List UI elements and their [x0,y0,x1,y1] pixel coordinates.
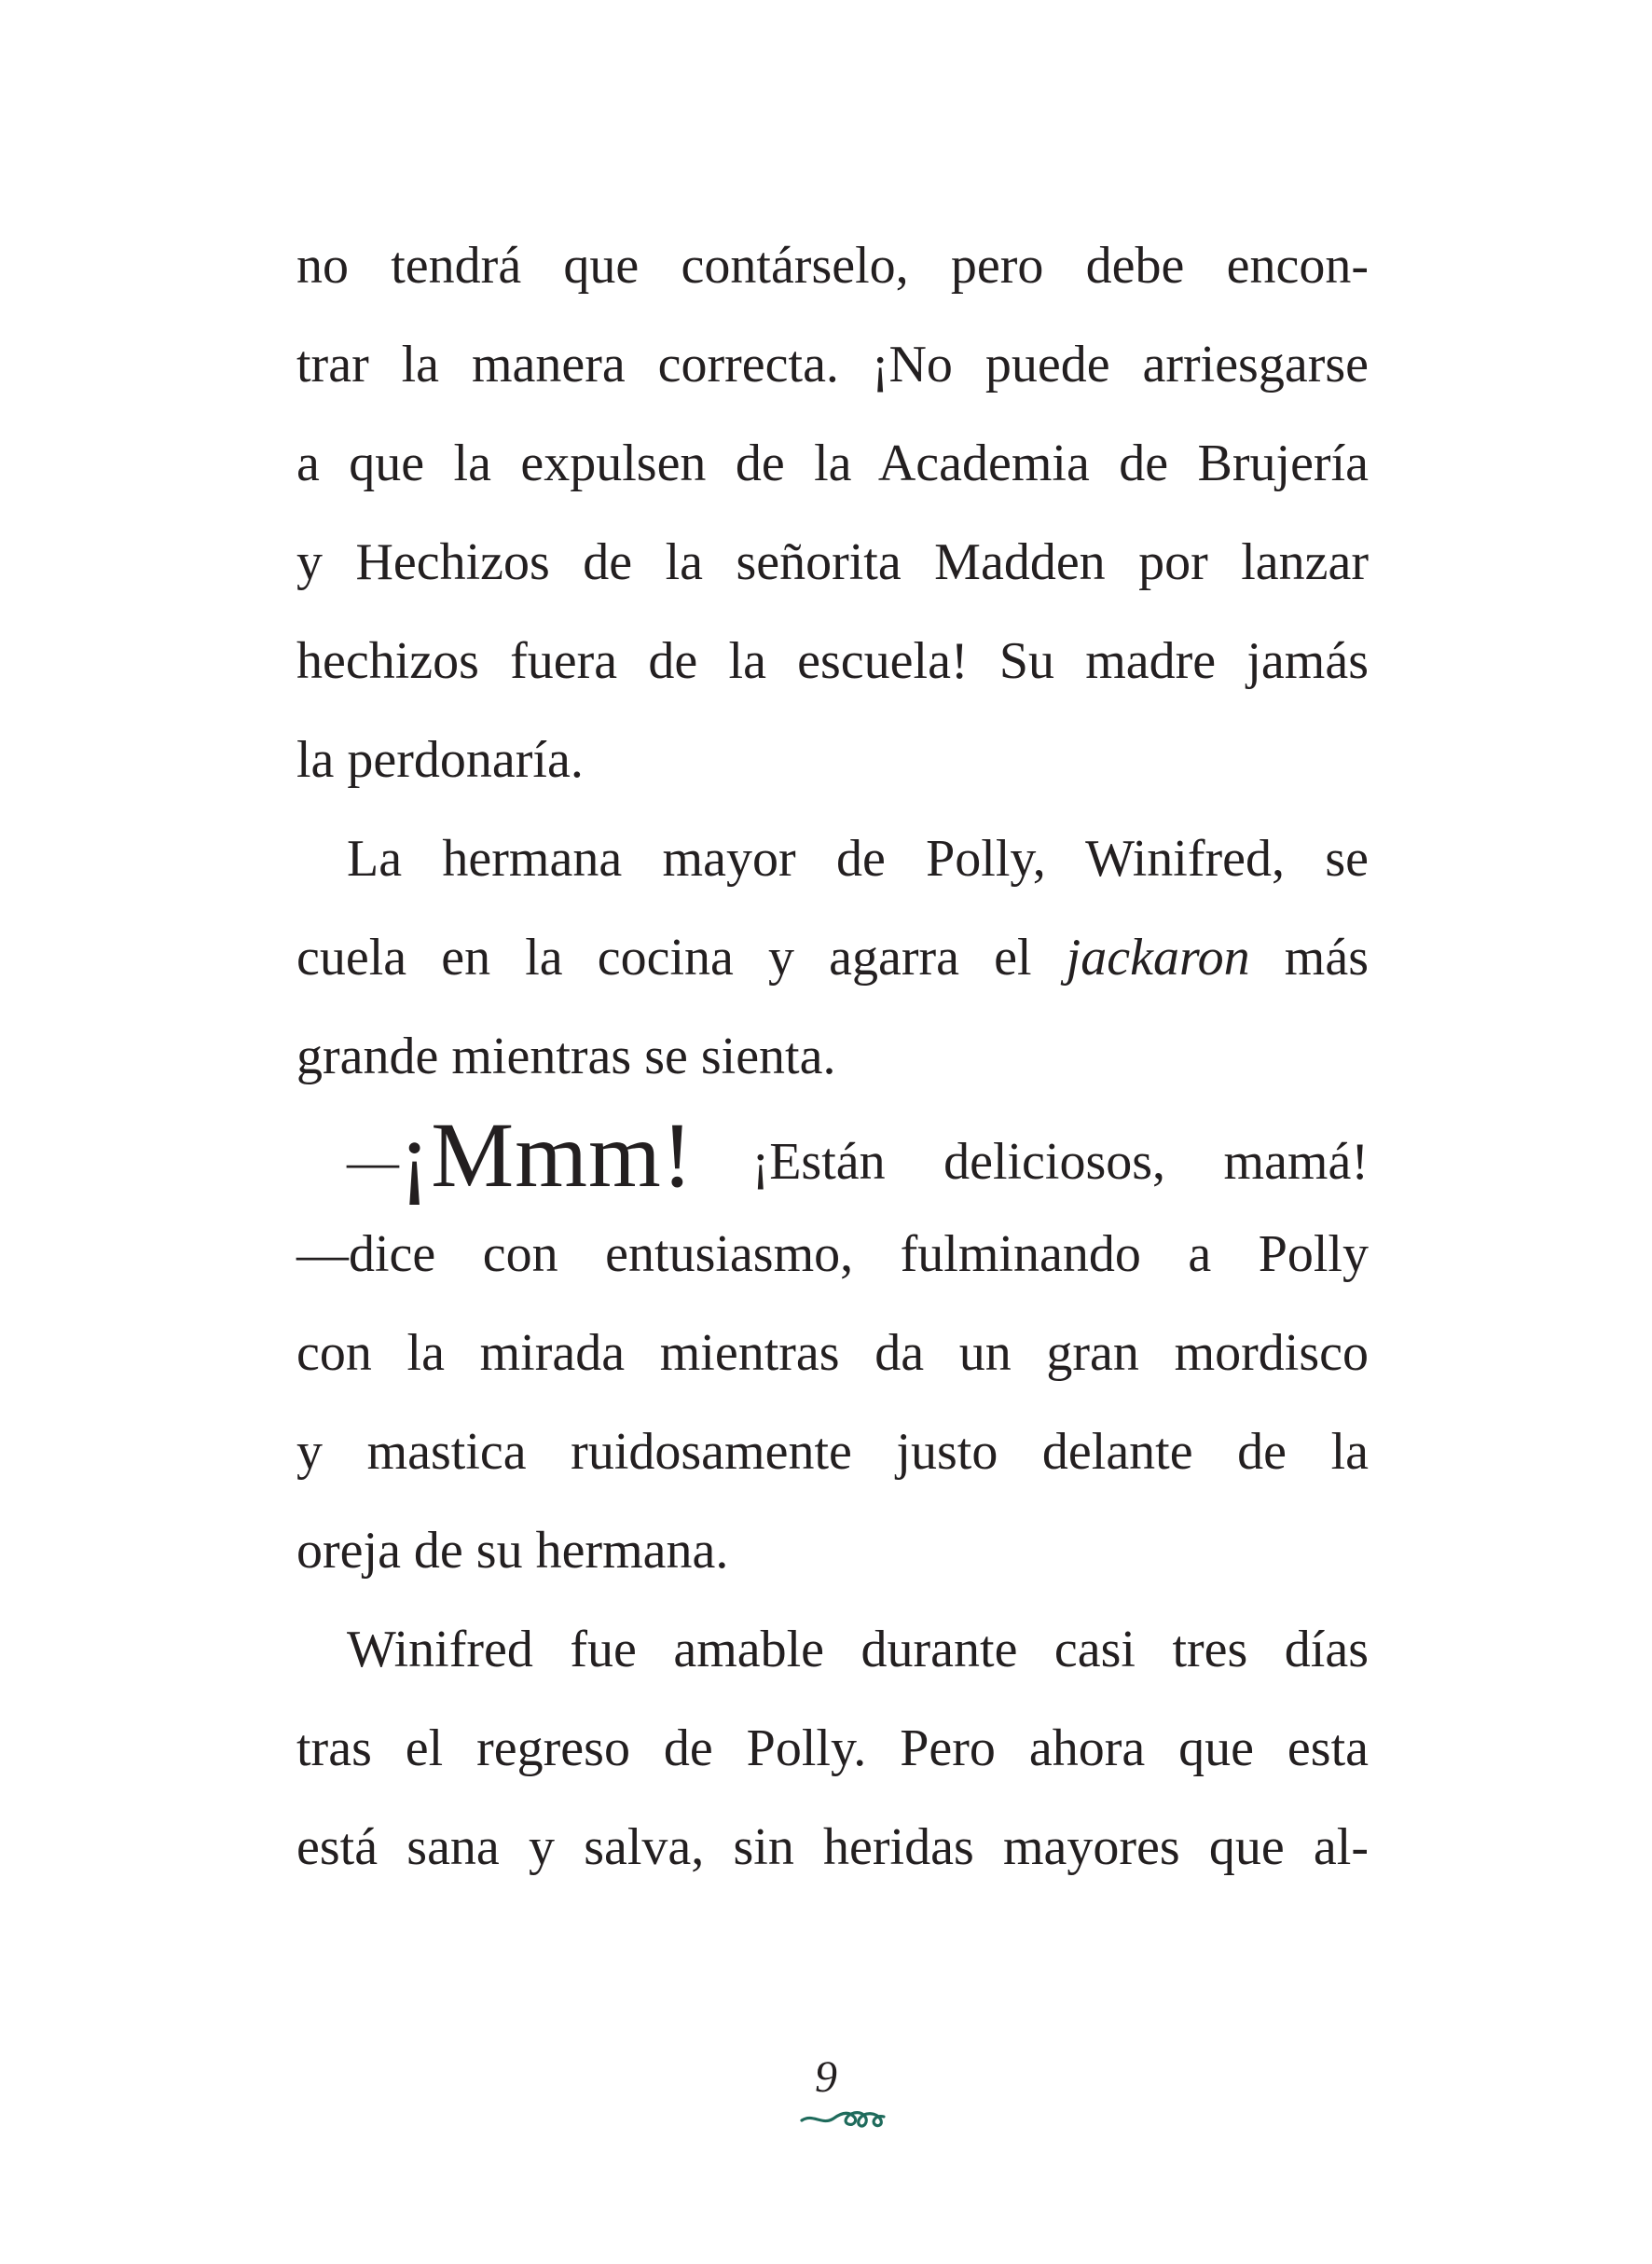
text-line: a que la expulsen de la Academia de Brujería [296,435,1369,492]
text-line: La hermana mayor de Polly, Winifred, se [347,830,1369,888]
text-run: cuela en la cocina y agarra el [296,929,1067,987]
text-line: —dice con entusiasmo, fulminando a Polly [296,1225,1369,1283]
text-line [296,908,1369,1007]
body-text [296,216,1369,1897]
text-line: está sana y salva, sin heridas mayores que al- [296,1818,1369,1876]
text-line: y mastica ruidosamente justo delante de la [296,1423,1369,1481]
text-run: ¡Están deliciosos, mamá! [694,1133,1369,1191]
text-line: la perdonaría. [296,731,584,789]
flourish-ornament-icon [800,2104,889,2132]
italic-word: jackaron [1066,929,1250,987]
text-line: trar la manera correcta. ¡No puede arriesgarse [296,336,1369,393]
emphasized-exclamation: ¡Mmm! [399,1103,695,1207]
text-line: oreja de su hermana. [296,1522,729,1580]
text-line: y Hechizos de la señorita Madden por lanzar [296,533,1369,591]
text-line: con la mirada mientras da un gran mordisco [296,1324,1369,1382]
em-dash: — [347,1133,399,1191]
page-number: 9 [815,2052,837,2102]
text-line: no tendrá que contárselo, pero debe encon- [296,237,1369,295]
text-line: grande mientras se sienta. [296,1028,836,1085]
text-line: hechizos fuera de la escuela! Su madre jamás [296,632,1369,690]
text-line: tras el regreso de Polly. Pero ahora que esta [296,1719,1369,1777]
text-line [296,1103,1369,1207]
text-run: más [1249,929,1369,987]
text-line: Winifred fue amable durante casi tres días [347,1621,1369,1678]
